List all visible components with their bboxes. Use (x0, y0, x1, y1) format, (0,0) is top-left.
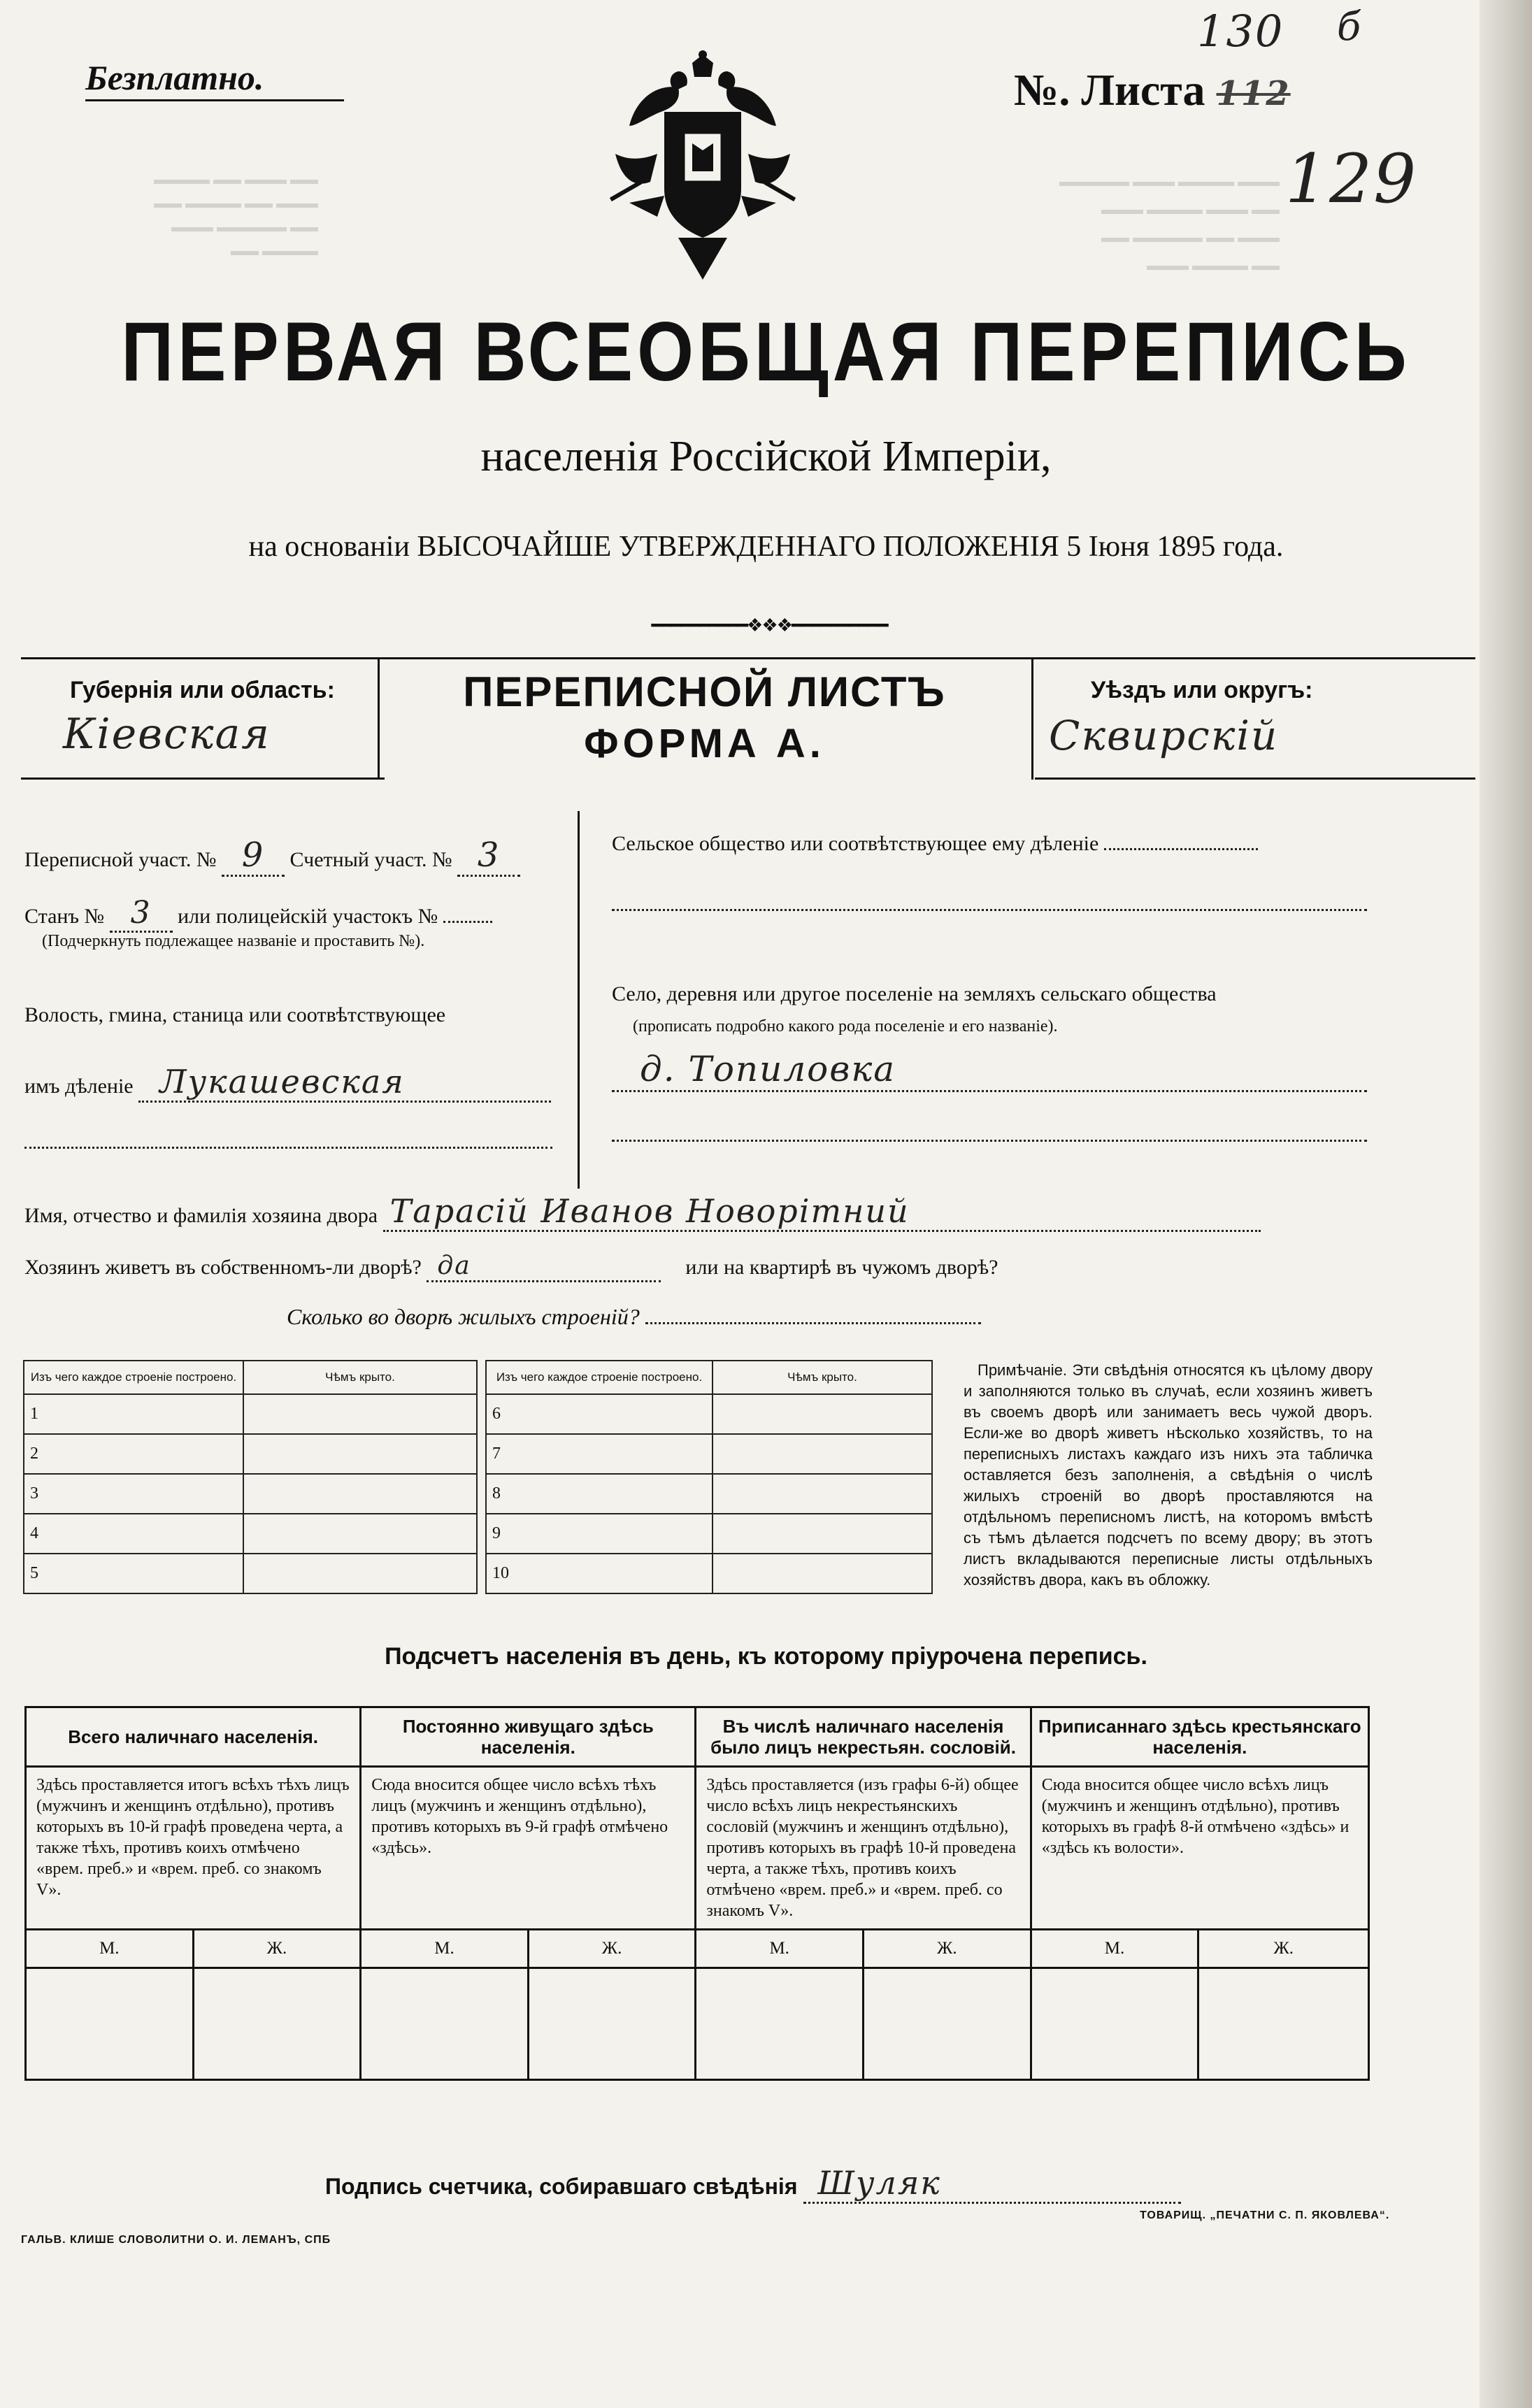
count-area-value: 3 (457, 836, 520, 877)
col-roof-header: Чѣмъ крыто. (243, 1361, 477, 1394)
signature-row (325, 2164, 1181, 2204)
table-row (24, 1394, 477, 1434)
population-values-row (26, 1968, 1369, 2080)
male-header: М. (361, 1930, 529, 1968)
table-row (486, 1394, 932, 1434)
table-row (24, 1474, 477, 1514)
cell-peasant-female[interactable] (1198, 1968, 1369, 2080)
cell-roof[interactable] (243, 1474, 477, 1514)
female-header: Ж. (1198, 1930, 1369, 1968)
cell-roof[interactable] (713, 1514, 932, 1554)
underline-note: (Подчеркнуть подлежащее названіе и проставить №). (42, 932, 425, 950)
district-label: Уѣздъ или округъ: (1091, 677, 1313, 703)
police-label: или полицейскій участокъ № (178, 905, 438, 928)
row-number: 2 (24, 1434, 243, 1474)
header-rule-top (21, 657, 1475, 659)
col-permanent: Постоянно живущаго здѣсь населенія. (361, 1707, 696, 1767)
table-row (24, 1514, 477, 1554)
note-title: Примѣчаніе. (978, 1361, 1068, 1379)
cell-roof[interactable] (713, 1554, 932, 1593)
cell-permanent-male[interactable] (361, 1968, 529, 2080)
society-label: Сельское общество или соотвѣтствующее ему дѣленіе (612, 832, 1099, 855)
own-yard-label: Хозяинъ живетъ въ собственномъ-ли дворѣ? (24, 1256, 422, 1279)
form-title: ПЕРЕПИСНОЙ ЛИСТЪ (463, 668, 946, 715)
stan-label: Станъ № (24, 905, 105, 928)
col-total-present: Всего наличнаго населенія. (26, 1707, 361, 1767)
ornament-divider: ━━━━━━━━━━❖❖❖━━━━━━━━━━ (651, 615, 887, 636)
cell-total-male[interactable] (26, 1968, 194, 2080)
population-table (24, 1706, 1370, 2081)
census-area-row (24, 836, 520, 877)
province-value: Кіевская (63, 710, 271, 759)
male-header: М. (26, 1930, 194, 1968)
buildings-question: Сколько во дворѣ жилыхъ строеній? (287, 1304, 640, 1329)
double-headed-eagle-emblem (587, 49, 818, 294)
volost-value: Лукашевская (138, 1063, 551, 1103)
count-area-label: Счетный участ. № (289, 848, 452, 871)
buildings-table-left (23, 1360, 478, 1594)
col-roof-header: Чѣмъ крыто. (713, 1361, 932, 1394)
female-header: Ж. (528, 1930, 696, 1968)
table-row (486, 1514, 932, 1554)
footer-printer: ТОВАРИЩ. „ПЕЧАТНИ С. П. ЯКОВЛЕВА“. (1140, 2209, 1390, 2221)
division-label: имъ дѣленіе (24, 1075, 134, 1098)
subtitle: населенія Россійской Имперіи, (480, 433, 1052, 480)
stan-value: 3 (110, 895, 173, 933)
sheet-number-label (1014, 64, 1291, 116)
signature-value: Шуляк (803, 2164, 1181, 2204)
own-yard-value: да (427, 1252, 661, 1282)
header-rule-bottom-right (1035, 777, 1475, 780)
table-row (486, 1554, 932, 1593)
row-number: 10 (486, 1554, 713, 1593)
volost-extra-line (24, 1147, 552, 1149)
cell-roof[interactable] (713, 1394, 932, 1434)
row-number: 5 (24, 1554, 243, 1593)
cell-roof[interactable] (243, 1434, 477, 1474)
note-text: Эти свѣдѣнія относятся къ цѣлому двору и заполняются только въ случаѣ, если хозяинъ живетъ въ своемъ дворѣ или занимаетъ весь чужой дворъ. Если-же во дворѣ живетъ нѣсколько хозяйствъ, то на переписныхъ листахъ каждаго изъ нихъ эта табличка оставляется безъ заполненія, а свѣдѣнія о числѣ жилыхъ строеній во дворѣ проставляются на отдѣльномъ переписномъ листѣ, на которомъ вмѣстѣ съ тѣмъ дѣлается подсчетъ по всему двору; въ этотъ листъ вкладываются переписные листы отдѣльныхъ хозяйствъ двора, какъ въ обложку. (964, 1361, 1373, 1589)
row-number: 3 (24, 1474, 243, 1514)
signature-label: Подпись счетчика, собиравшаго свѣдѣнія (325, 2174, 798, 2199)
header-rule-bottom-left (21, 777, 385, 780)
society-extra-line (612, 909, 1367, 911)
desc-total-present: Здѣсь проставляется итогъ всѣхъ тѣхъ лицъ (мужчинъ и женщинъ отдѣльно), противъ которыхъ въ 10-й графѣ проведена черта, а также тѣхъ, противъ коихъ отмѣчено «врем. преб.» и «врем. преб. со знакомъ V». (26, 1767, 361, 1930)
cell-roof[interactable] (243, 1394, 477, 1434)
desc-non-peasant: Здѣсь проставляется (изъ графы 6-й) общее число всѣхъ лицъ некрестьянскихъ сословій (мужчинъ и женщинъ отдѣльно), противъ которыхъ въ графѣ 10-й проведена черта, а также тѣхъ, противъ коихъ отмѣчено «врем. преб.» и «врем. преб. со знакомъ V». (696, 1767, 1031, 1930)
folio-number-handwritten: 130 (1197, 6, 1284, 57)
female-header: Ж. (193, 1930, 361, 1968)
owner-name-row (24, 1192, 1261, 1232)
cell-roof[interactable] (713, 1434, 932, 1474)
header-divider-right (1031, 657, 1033, 780)
free-label: Безплатно. (85, 57, 344, 101)
village-label: Село, деревня или другое поселеніе на земляхъ сельскаго общества (612, 982, 1217, 1005)
desc-permanent: Сюда вносится общее число всѣхъ тѣхъ лицъ (мужчинъ и женщинъ отдѣльно), противъ которыхъ въ 9-й графѣ отмѣчено «здѣсь». (361, 1767, 696, 1930)
residence-row (24, 1252, 998, 1282)
cell-permanent-female[interactable] (528, 1968, 696, 2080)
cell-roof[interactable] (243, 1554, 477, 1593)
col-material-header: Изъ чего каждое строеніе построено. (486, 1361, 713, 1394)
cell-total-female[interactable] (193, 1968, 361, 2080)
society-row (612, 832, 1258, 856)
main-title: ПЕРВАЯ ВСЕОБЩАЯ ПЕРЕПИСЬ (121, 306, 1411, 399)
society-value-line (1104, 848, 1258, 850)
row-number: 9 (486, 1514, 713, 1554)
col-registered-peasant: Приписаннаго здѣсь крестьянскаго населенія. (1031, 1707, 1368, 1767)
village-note: (прописать подробно какого рода поселеніе и его названіе). (633, 1017, 1058, 1035)
stan-row (24, 895, 492, 933)
cell-non-peasant-female[interactable] (864, 1968, 1031, 2080)
show-through-text-right: ▬▬▬ ▬▬▬▬ ▬▬▬ ▬▬▬▬▬ ▬▬ ▬▬▬ ▬▬▬▬ ▬▬▬ ▬▬▬ ▬▬ ▬▬▬▬▬ ▬▬ ▬▬ ▬▬▬▬ ▬▬▬ (1059, 174, 1280, 273)
buildings-table-right (485, 1360, 933, 1594)
district-value: Сквирскій (1049, 712, 1279, 759)
col-material-header: Изъ чего каждое строеніе построено. (24, 1361, 243, 1394)
col-non-peasant: Въ числѣ наличнаго населенія было лицъ некрестьян. сословій. (696, 1707, 1031, 1767)
row-number: 8 (486, 1474, 713, 1514)
province-label: Губернія или область: (70, 677, 335, 703)
volost-label: Волость, гмина, станица или соотвѣтствующее (24, 1003, 446, 1026)
footer-engraver: ГАЛЬВ. КЛИШЕ СЛОВОЛИТНИ О. И. ЛЕМАНЪ, СПБ (21, 2234, 331, 2246)
village-value: д. Топиловка (612, 1049, 1367, 1092)
population-sex-row (26, 1930, 1369, 1968)
block-divider (578, 811, 580, 1189)
police-value-line (443, 921, 492, 923)
buildings-note (964, 1360, 1373, 1591)
owner-name-value: Тарасій Иванов Новорітний (383, 1192, 1261, 1232)
female-header: Ж. (864, 1930, 1031, 1968)
table-row (486, 1474, 932, 1514)
free-label-box (85, 57, 344, 101)
legal-basis: на основаніи ВЫСОЧАЙШЕ УТВЕРЖДЕННАГО ПОЛОЖЕНІЯ 5 Іюня 1895 года. (248, 531, 1284, 563)
folio-letter-handwritten: б (1337, 4, 1363, 50)
row-number: 6 (486, 1394, 713, 1434)
row-number: 1 (24, 1394, 243, 1434)
population-desc-row (26, 1767, 1369, 1930)
cell-roof[interactable] (713, 1474, 932, 1514)
form-name: ФОРМА А. (584, 721, 825, 766)
table-row (486, 1434, 932, 1474)
buildings-count-line (645, 1322, 981, 1324)
male-header: М. (696, 1930, 864, 1968)
table-row (24, 1554, 477, 1593)
show-through-text-left: ▬▬ ▬▬▬ ▬▬ ▬▬▬▬ ▬▬▬ ▬▬ ▬▬▬▬ ▬▬ ▬▬ ▬▬▬▬▬ ▬▬▬ ▬▬▬▬ ▬▬ (154, 172, 318, 259)
row-number: 7 (486, 1434, 713, 1474)
sheet-number-handwritten: 112 (1216, 74, 1291, 113)
census-area-value: 9 (222, 836, 285, 877)
cell-non-peasant-male[interactable] (696, 1968, 864, 2080)
division-row (24, 1063, 551, 1103)
owner-name-label: Имя, отчество и фамилія хозяина двора (24, 1204, 378, 1227)
rented-label: или на квартирѣ въ чужомъ дворѣ? (685, 1256, 998, 1279)
table-row (24, 1434, 477, 1474)
population-header-row (26, 1707, 1369, 1767)
side-number-handwritten: 129 (1285, 140, 1418, 218)
census-area-label: Переписной участ. № (24, 848, 217, 871)
buildings-question-row (287, 1304, 981, 1330)
village-extra-line (612, 1140, 1367, 1142)
cell-roof[interactable] (243, 1514, 477, 1554)
desc-registered-peasant: Сюда вносится общее число всѣхъ лицъ (мужчинъ и женщинъ отдѣльно), противъ которыхъ въ графѣ 8-й отмѣчено «здѣсь» и «здѣсь къ волости». (1031, 1767, 1368, 1930)
population-heading: Подсчетъ населенія въ день, къ которому пріурочена перепись. (385, 1643, 1147, 1670)
cell-peasant-male[interactable] (1031, 1968, 1198, 2080)
sheet-label: №. Листа (1014, 65, 1205, 115)
row-number: 4 (24, 1514, 243, 1554)
male-header: М. (1031, 1930, 1198, 1968)
